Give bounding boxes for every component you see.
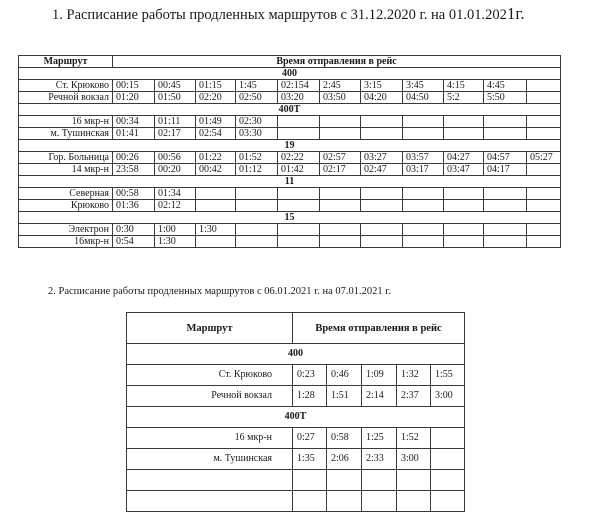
departure-time	[196, 188, 236, 200]
departure-time: 01:12	[236, 164, 278, 176]
stop-name: 16 мкр-н	[19, 116, 113, 128]
departure-time	[527, 188, 561, 200]
empty-cell	[293, 491, 327, 512]
departure-time: 02:20	[196, 92, 236, 104]
departure-time	[320, 116, 361, 128]
departure-time	[278, 200, 320, 212]
route-number: 19	[19, 140, 561, 152]
table-row	[19, 92, 561, 104]
stop-name: Речной вокзал	[127, 386, 293, 407]
empty-cell	[362, 470, 397, 491]
departure-time: 1:32	[397, 365, 431, 386]
header-row	[127, 313, 465, 344]
departure-time	[361, 224, 403, 236]
departure-time: 04:17	[484, 164, 527, 176]
table-row	[19, 152, 561, 164]
header-row	[19, 56, 561, 68]
departure-time: 05:27	[527, 152, 561, 164]
departure-time	[320, 224, 361, 236]
stop-name: Ст. Крюково	[127, 365, 293, 386]
section-row	[19, 104, 561, 116]
departure-time	[527, 236, 561, 248]
departure-time: 0:58	[327, 428, 362, 449]
stop-name: Ст. Крюково	[19, 80, 113, 92]
stop-name: 16 мкр-н	[127, 428, 293, 449]
departure-time	[361, 128, 403, 140]
departure-time	[444, 188, 484, 200]
departure-time	[236, 188, 278, 200]
departure-time: 00:15	[113, 80, 155, 92]
route-number: 400	[19, 68, 561, 80]
section-row	[127, 407, 465, 428]
schedule-table-1	[18, 55, 561, 248]
departure-time: 2:14	[362, 386, 397, 407]
departure-time	[278, 236, 320, 248]
empty-cell	[127, 491, 293, 512]
table-row	[19, 80, 561, 92]
departure-time	[431, 449, 465, 470]
departure-time: 1:28	[293, 386, 327, 407]
departure-time	[196, 200, 236, 212]
departure-time	[484, 188, 527, 200]
stop-name: Северная	[19, 188, 113, 200]
departure-time: 00:56	[155, 152, 196, 164]
departure-time: 3:00	[397, 449, 431, 470]
departure-time: 01:20	[113, 92, 155, 104]
departure-time: 01:15	[196, 80, 236, 92]
departure-time: 2:37	[397, 386, 431, 407]
table-row	[19, 128, 561, 140]
departure-time: 01:41	[113, 128, 155, 140]
departure-time	[320, 236, 361, 248]
heading-1-suffix: 1г.	[506, 4, 525, 23]
departure-time	[403, 236, 444, 248]
departure-time	[403, 188, 444, 200]
route-number: 400Т	[19, 104, 561, 116]
departure-time: 02:30	[236, 116, 278, 128]
departure-time: 04:50	[403, 92, 444, 104]
departure-time	[444, 128, 484, 140]
departure-time: 02:54	[196, 128, 236, 140]
departure-time: 03:17	[403, 164, 444, 176]
heading-1-text: 1. Расписание работы продленных маршрутов с 31.12.2020 г. на 01.01.202	[52, 7, 507, 23]
departure-time: 03:57	[403, 152, 444, 164]
departure-time	[444, 116, 484, 128]
departure-time	[403, 116, 444, 128]
section-row	[19, 68, 561, 80]
empty-row	[127, 470, 465, 491]
departure-time: 04:57	[484, 152, 527, 164]
departure-time: 00:42	[196, 164, 236, 176]
departure-time	[527, 128, 561, 140]
table-row	[127, 449, 465, 470]
empty-cell	[327, 470, 362, 491]
empty-cell	[431, 491, 465, 512]
departure-time	[278, 128, 320, 140]
departure-time	[320, 128, 361, 140]
departure-time	[361, 236, 403, 248]
departure-time: 01:52	[236, 152, 278, 164]
departure-time	[403, 200, 444, 212]
section-row	[19, 176, 561, 188]
departure-time: 5:50	[484, 92, 527, 104]
departure-time	[527, 116, 561, 128]
departure-time: 3:45	[403, 80, 444, 92]
table-row	[127, 428, 465, 449]
departure-time	[527, 92, 561, 104]
table-row	[127, 365, 465, 386]
empty-cell	[327, 491, 362, 512]
departure-time: 5:2	[444, 92, 484, 104]
departure-time: 3:15	[361, 80, 403, 92]
stop-name: Крюково	[19, 200, 113, 212]
table-row	[19, 188, 561, 200]
departure-time: 4:45	[484, 80, 527, 92]
departure-time	[361, 188, 403, 200]
departure-time: 2:45	[320, 80, 361, 92]
table-row	[127, 386, 465, 407]
departure-time	[527, 80, 561, 92]
stop-name: Гор. Больница	[19, 152, 113, 164]
header-time: Время отправления в рейс	[293, 313, 465, 344]
departure-time	[527, 164, 561, 176]
departure-time	[236, 236, 278, 248]
stop-name: Электрон	[19, 224, 113, 236]
departure-time	[527, 200, 561, 212]
empty-cell	[362, 491, 397, 512]
stop-name: 16мкр-н	[19, 236, 113, 248]
departure-time: 1:30	[196, 224, 236, 236]
departure-time: 02:12	[155, 200, 196, 212]
departure-time: 00:58	[113, 188, 155, 200]
departure-time: 01:49	[196, 116, 236, 128]
departure-time: 02:22	[278, 152, 320, 164]
departure-time: 01:36	[113, 200, 155, 212]
departure-time: 03:50	[320, 92, 361, 104]
departure-time	[431, 428, 465, 449]
stop-name: м. Тушинская	[127, 449, 293, 470]
table-row	[19, 236, 561, 248]
heading-schedule-1	[52, 4, 525, 24]
departure-time	[361, 200, 403, 212]
table-row	[19, 200, 561, 212]
departure-time: 1:51	[327, 386, 362, 407]
empty-cell	[127, 470, 293, 491]
departure-time: 00:26	[113, 152, 155, 164]
stop-name: 14 мкр-н	[19, 164, 113, 176]
departure-time	[484, 200, 527, 212]
departure-time: 1:55	[431, 365, 465, 386]
header-route: Маршрут	[127, 313, 293, 344]
section-row	[127, 344, 465, 365]
departure-time: 23:58	[113, 164, 155, 176]
departure-time: 0:30	[113, 224, 155, 236]
departure-time: 0:54	[113, 236, 155, 248]
departure-time	[527, 224, 561, 236]
departure-time	[278, 116, 320, 128]
departure-time	[361, 116, 403, 128]
departure-time: 0:46	[327, 365, 362, 386]
departure-time: 02:50	[236, 92, 278, 104]
departure-time: 1:30	[155, 236, 196, 248]
departure-time	[320, 188, 361, 200]
departure-time	[444, 200, 484, 212]
departure-time	[444, 236, 484, 248]
departure-time: 2:33	[362, 449, 397, 470]
departure-time	[236, 200, 278, 212]
departure-time	[278, 224, 320, 236]
departure-time: 1:52	[397, 428, 431, 449]
empty-cell	[397, 491, 431, 512]
departure-time	[236, 224, 278, 236]
empty-cell	[431, 470, 465, 491]
table-row	[19, 164, 561, 176]
departure-time: 00:34	[113, 116, 155, 128]
header-time: Время отправления в рейс	[113, 56, 561, 68]
departure-time: 01:11	[155, 116, 196, 128]
departure-time	[320, 200, 361, 212]
section-row	[19, 140, 561, 152]
heading-schedule-2: 2. Расписание работы продленных маршрутов с 06.01.2021 г. на 07.01.2021 г.	[48, 286, 392, 297]
departure-time: 00:45	[155, 80, 196, 92]
table-row	[19, 224, 561, 236]
empty-cell	[397, 470, 431, 491]
departure-time	[484, 116, 527, 128]
stop-name: м. Тушинская	[19, 128, 113, 140]
departure-time: 03:30	[236, 128, 278, 140]
departure-time: 1:00	[155, 224, 196, 236]
departure-time: 01:34	[155, 188, 196, 200]
departure-time	[403, 224, 444, 236]
departure-time	[444, 224, 484, 236]
departure-time: 1:35	[293, 449, 327, 470]
route-number: 11	[19, 176, 561, 188]
stop-name: Речной вокзал	[19, 92, 113, 104]
departure-time: 4:15	[444, 80, 484, 92]
departure-time: 02:17	[155, 128, 196, 140]
departure-time: 0:23	[293, 365, 327, 386]
schedule-table-2	[126, 312, 465, 512]
departure-time	[484, 128, 527, 140]
departure-time: 03:47	[444, 164, 484, 176]
departure-time: 03:27	[361, 152, 403, 164]
departure-time	[484, 224, 527, 236]
departure-time: 0:27	[293, 428, 327, 449]
departure-time: 01:22	[196, 152, 236, 164]
empty-row	[127, 491, 465, 512]
departure-time: 00:20	[155, 164, 196, 176]
departure-time	[403, 128, 444, 140]
table-row	[19, 116, 561, 128]
departure-time: 01:42	[278, 164, 320, 176]
departure-time: 04:20	[361, 92, 403, 104]
departure-time: 3:00	[431, 386, 465, 407]
departure-time: 02:47	[361, 164, 403, 176]
departure-time: 04:27	[444, 152, 484, 164]
departure-time: 03:20	[278, 92, 320, 104]
departure-time: 02:17	[320, 164, 361, 176]
departure-time	[278, 188, 320, 200]
header-route: Маршрут	[19, 56, 113, 68]
route-number: 400Т	[127, 407, 465, 428]
departure-time: 01:50	[155, 92, 196, 104]
section-row	[19, 212, 561, 224]
route-number: 400	[127, 344, 465, 365]
departure-time: 1:45	[236, 80, 278, 92]
departure-time	[196, 236, 236, 248]
route-number: 15	[19, 212, 561, 224]
departure-time: 02:154	[278, 80, 320, 92]
departure-time: 2:06	[327, 449, 362, 470]
empty-cell	[293, 470, 327, 491]
departure-time	[484, 236, 527, 248]
departure-time: 02:57	[320, 152, 361, 164]
departure-time: 1:09	[362, 365, 397, 386]
departure-time: 1:25	[362, 428, 397, 449]
